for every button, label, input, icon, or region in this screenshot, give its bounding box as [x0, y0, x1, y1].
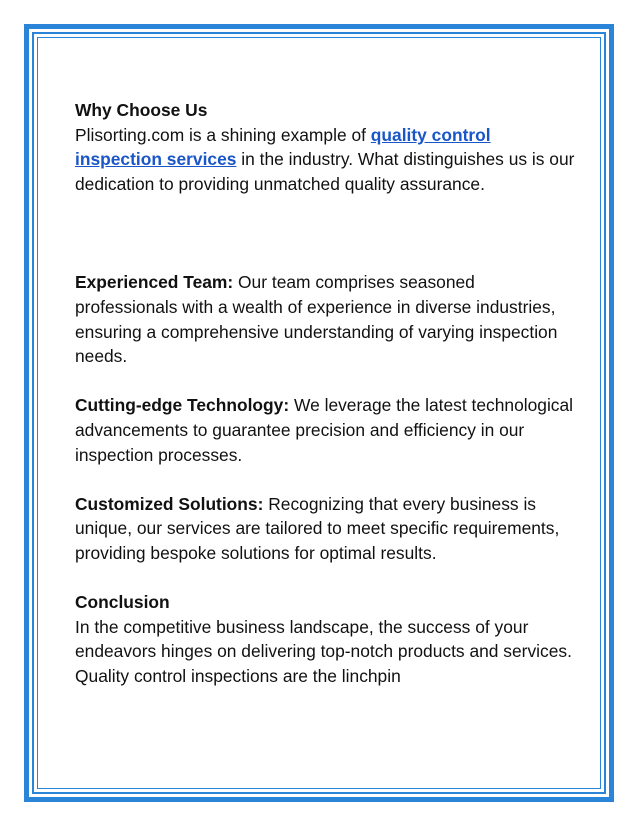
feature-text: We leverage the latest technological advancements to guarantee precision and efficiency in our inspection processes. [75, 395, 574, 465]
why-text-before-link: Plisorting.com is a shining example of [75, 124, 371, 145]
feature-title: Experienced Team: [75, 272, 234, 293]
feature-paragraph-cutting-edge-technology [75, 393, 575, 467]
spacer [75, 196, 575, 270]
feature-paragraph-experienced-team [75, 270, 575, 368]
document-body [75, 98, 575, 688]
spacer [75, 566, 575, 591]
why-choose-us-heading: Why Choose Us [75, 100, 208, 120]
spacer [75, 467, 575, 492]
spacer [75, 369, 575, 394]
feature-title: Customized Solutions: [75, 493, 264, 514]
conclusion-paragraph: In the competitive business landscape, the success of your endeavors hinges on delivering top-notch products and services. Quality control inspections are the linchpin [75, 616, 572, 686]
why-choose-us-paragraph [75, 123, 575, 197]
feature-text: Recognizing that every business is unique, our services are tailored to meet specific requirements, providing bespoke solutions for optimal results. [75, 493, 560, 563]
conclusion-heading: Conclusion [75, 592, 170, 613]
feature-paragraph-customized-solutions [75, 492, 575, 566]
feature-title: Cutting-edge Technology: [75, 395, 290, 416]
feature-text: Our team comprises seasoned professionals with a wealth of experience in diverse industries, ensuring a comprehensive understanding of varying inspection needs. [75, 272, 558, 367]
why-text-after-link: in the industry. What distinguishes us is our dedication to providing unmatched quality assurance. [75, 149, 575, 194]
quality-control-link[interactable]: quality control inspection services [75, 124, 491, 170]
